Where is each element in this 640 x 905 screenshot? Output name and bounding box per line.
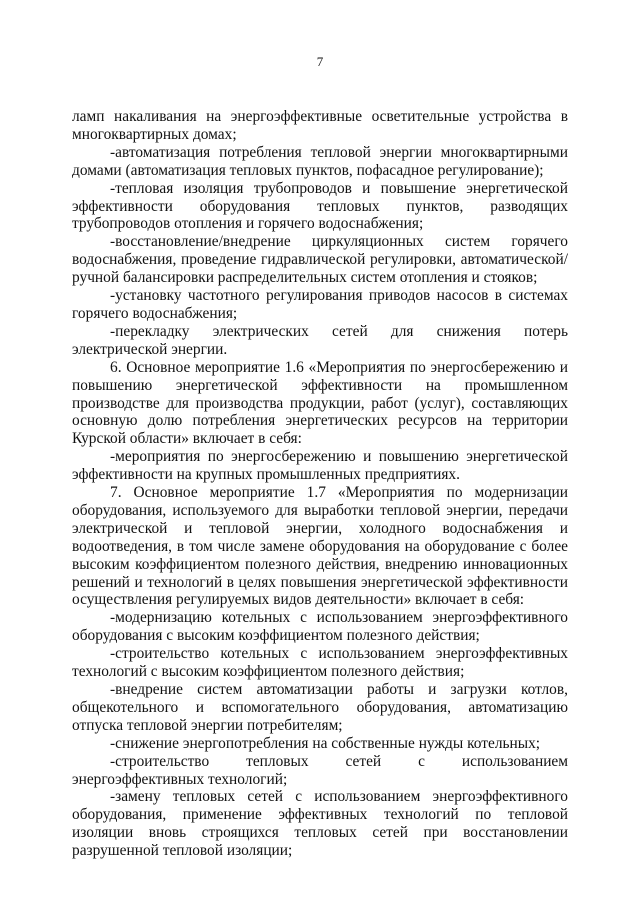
paragraph-pipe-insulation: -тепловая изоляция трубопроводов и повышение энергетической эффективности оборудования тепловых пунктов, разводящих трубопроводов отопления и горячего водоснабжения; bbox=[72, 179, 568, 233]
paragraph-heat-network-replacement: -замену тепловых сетей с использованием энергоэффективного оборудования, применение эффективных технологий по тепловой изоляции вновь строящихся тепловых сетей при восстановлении разрушенной тепловой изоляции; bbox=[72, 788, 568, 860]
paragraph-frequency-regulation: -установку частотного регулирования приводов насосов в системах горячего водоснабжения; bbox=[72, 287, 568, 322]
paragraph-activity-1-7: 7. Основное мероприятие 1.7 «Мероприятия по модернизации оборудования, используемого для выработки тепловой энергии, передачи электрической и тепловой энергии, холодного водоснабжения и водоотведения, в том числе замене оборудования на оборудование с более высоким коэффициентом полезного действия, внедрению инновационных решений и технологий в целях повышения энергетической эффективности осуществления регулируемых видов деятельности» включает в себя: bbox=[72, 484, 568, 609]
paragraph-heat-automation: -автоматизация потребления тепловой энергии многоквартирными домами (автоматизация тепловых пунктов, пофасадное регулирование); bbox=[72, 143, 568, 179]
paragraph-activity-1-6: 6. Основное мероприятие 1.6 «Мероприятия по энергосбережению и повышению энергетической эффективности на промышленном производстве для производства продукции, работ (услуг), составляющих основную долю потребления энергетических ресурсов на территории Курской области» включает в себя: bbox=[72, 358, 568, 448]
paragraph-heat-network-construction: -строительство тепловых сетей с использованием энергоэффективных технологий; bbox=[72, 752, 568, 788]
page-number: 7 bbox=[316, 54, 324, 69]
paragraph-electric-networks: -перекладку электрических сетей для снижения потерь электрической энергии. bbox=[72, 322, 568, 358]
paragraph-own-needs-reduction: -снижение энергопотребления на собственные нужды котельных; bbox=[110, 734, 541, 752]
paragraph-industrial-enterprises: -мероприятия по энергосбережению и повышению энергетической эффективности на крупных промышленных предприятиях. bbox=[72, 448, 568, 484]
paragraph-circulation-systems: -восстановление/внедрение циркуляционных систем горячего водоснабжения, проведение гидравлической регулировки, автоматической/ручной балансировки распределительных систем отопления и стояков; bbox=[72, 233, 568, 287]
paragraph-automation-systems: -внедрение систем автоматизации работы и загрузки котлов, общекотельного и вспомогательного оборудования, автоматизацию отпуска тепловой энергии потребителям; bbox=[72, 681, 568, 734]
paragraph-boiler-modernization: -модернизацию котельных с использованием энергоэффективного оборудования с высоким коэффициентом полезного действия; bbox=[72, 609, 568, 645]
paragraph-lamp-replacement: ламп накаливания на энергоэффективные осветительные устройства в многоквартирных домах; bbox=[72, 108, 568, 143]
paragraph-boiler-construction: -строительство котельных с использованием энергоэффективных технологий с высоким коэффициентом полезного действия; bbox=[72, 645, 568, 681]
document-body bbox=[72, 108, 568, 860]
